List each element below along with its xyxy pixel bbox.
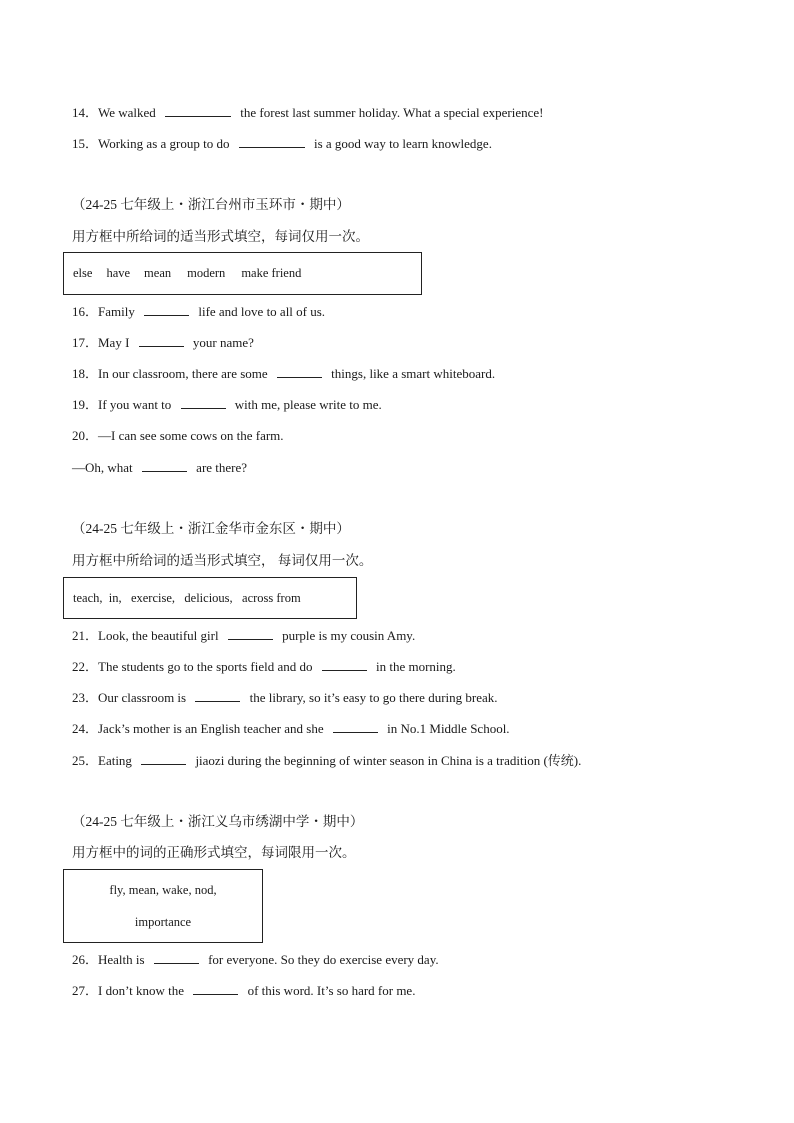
question-23 bbox=[72, 689, 498, 706]
q23-post: the library, so it’s easy to go there during break. bbox=[249, 690, 498, 705]
word-box-item: else bbox=[73, 266, 93, 280]
question-17 bbox=[72, 334, 254, 351]
word-box-line-2: importance bbox=[134, 915, 192, 929]
q18-post: things, like a smart whiteboard. bbox=[331, 366, 496, 381]
question-20-line2 bbox=[72, 459, 247, 476]
answer-blank[interactable] bbox=[154, 951, 199, 964]
q16-pre: 16．Family bbox=[72, 304, 135, 319]
answer-blank[interactable] bbox=[322, 658, 367, 671]
question-26 bbox=[72, 951, 439, 968]
q20-post: are there? bbox=[196, 460, 248, 475]
answer-blank[interactable] bbox=[193, 982, 238, 995]
section2-source: （24-25 七年级上・浙江金华市金东区・期中） bbox=[72, 521, 350, 536]
word-box-item: mean bbox=[144, 266, 172, 280]
q19-post: with me, please write to me. bbox=[234, 397, 382, 412]
answer-blank[interactable] bbox=[277, 365, 322, 378]
question-27 bbox=[72, 982, 415, 999]
question-16 bbox=[72, 303, 325, 320]
q26-post: for everyone. So they do exercise every day. bbox=[208, 952, 439, 967]
section1-source: （24-25 七年级上・浙江台州市玉环市・期中） bbox=[72, 197, 350, 212]
section2-instruction: 用方框中所给词的适当形式填空， 每词仅用一次。 bbox=[72, 553, 373, 568]
word-box-1 bbox=[63, 252, 422, 295]
answer-blank[interactable] bbox=[144, 303, 189, 316]
question-25 bbox=[72, 752, 581, 769]
q24-post: in No.1 Middle School. bbox=[387, 721, 510, 736]
answer-blank[interactable] bbox=[239, 135, 305, 148]
question-18 bbox=[72, 365, 495, 382]
q16-post: life and love to all of us. bbox=[198, 304, 326, 319]
q26-pre: 26．Health is bbox=[72, 952, 145, 967]
q25-pre: 25．Eating bbox=[72, 753, 132, 768]
q27-post: of this word. It’s so hard for me. bbox=[247, 983, 416, 998]
q14-post: the forest last summer holiday. What a special experience! bbox=[240, 105, 544, 120]
q17-post: your name? bbox=[192, 335, 254, 350]
answer-blank[interactable] bbox=[141, 752, 186, 765]
question-19 bbox=[72, 396, 382, 413]
answer-blank[interactable] bbox=[228, 627, 273, 640]
q23-pre: 23．Our classroom is bbox=[72, 690, 187, 705]
section3-source: （24-25 七年级上・浙江义乌市绣湖中学・期中） bbox=[72, 814, 364, 829]
q18-pre: 18．In our classroom, there are some bbox=[72, 366, 268, 381]
q22-post: in the morning. bbox=[375, 659, 456, 674]
section1-instruction: 用方框中所给词的适当形式填空，每词仅用一次。 bbox=[72, 229, 369, 244]
answer-blank[interactable] bbox=[139, 334, 184, 347]
q27-pre: 27．I don’t know the bbox=[72, 983, 185, 998]
q24-pre: 24．Jack’s mother is an English teacher and she bbox=[72, 721, 324, 736]
q15-pre: 15．Working as a group to do bbox=[72, 136, 230, 151]
question-24 bbox=[72, 720, 510, 737]
q14-pre: 14．We walked bbox=[72, 105, 156, 120]
answer-blank[interactable] bbox=[181, 396, 226, 409]
word-box-item: have bbox=[106, 266, 131, 280]
question-15 bbox=[72, 135, 492, 152]
q22-pre: 22．The students go to the sports field and do bbox=[72, 659, 313, 674]
q21-pre: 21．Look, the beautiful girl bbox=[72, 628, 219, 643]
q17-pre: 17．May I bbox=[72, 335, 130, 350]
q20-pre: —Oh, what bbox=[72, 460, 133, 475]
question-20-line1: 20．—I can see some cows on the farm. bbox=[72, 428, 284, 443]
word-box-line-1: fly, mean, wake, nod, bbox=[109, 883, 217, 897]
answer-blank[interactable] bbox=[142, 459, 187, 472]
q21-post: purple is my cousin Amy. bbox=[282, 628, 416, 643]
word-box-words: teach, in, exercise, delicious, across from bbox=[73, 590, 301, 605]
answer-blank[interactable] bbox=[195, 689, 240, 702]
section3-instruction: 用方框中的词的正确形式填空，每词限用一次。 bbox=[72, 845, 356, 860]
q25-post: jiaozi during the beginning of winter season in China is a tradition (传统). bbox=[195, 753, 582, 768]
word-box-2 bbox=[63, 577, 357, 619]
answer-blank[interactable] bbox=[333, 720, 378, 733]
question-22 bbox=[72, 658, 456, 675]
question-14 bbox=[72, 104, 544, 121]
answer-blank[interactable] bbox=[165, 104, 231, 117]
question-21 bbox=[72, 627, 415, 644]
word-box-3 bbox=[63, 869, 263, 943]
word-box-item: make friend bbox=[241, 266, 302, 280]
word-box-item: modern bbox=[187, 266, 226, 280]
q19-pre: 19．If you want to bbox=[72, 397, 172, 412]
q15-post: is a good way to learn knowledge. bbox=[313, 136, 492, 151]
